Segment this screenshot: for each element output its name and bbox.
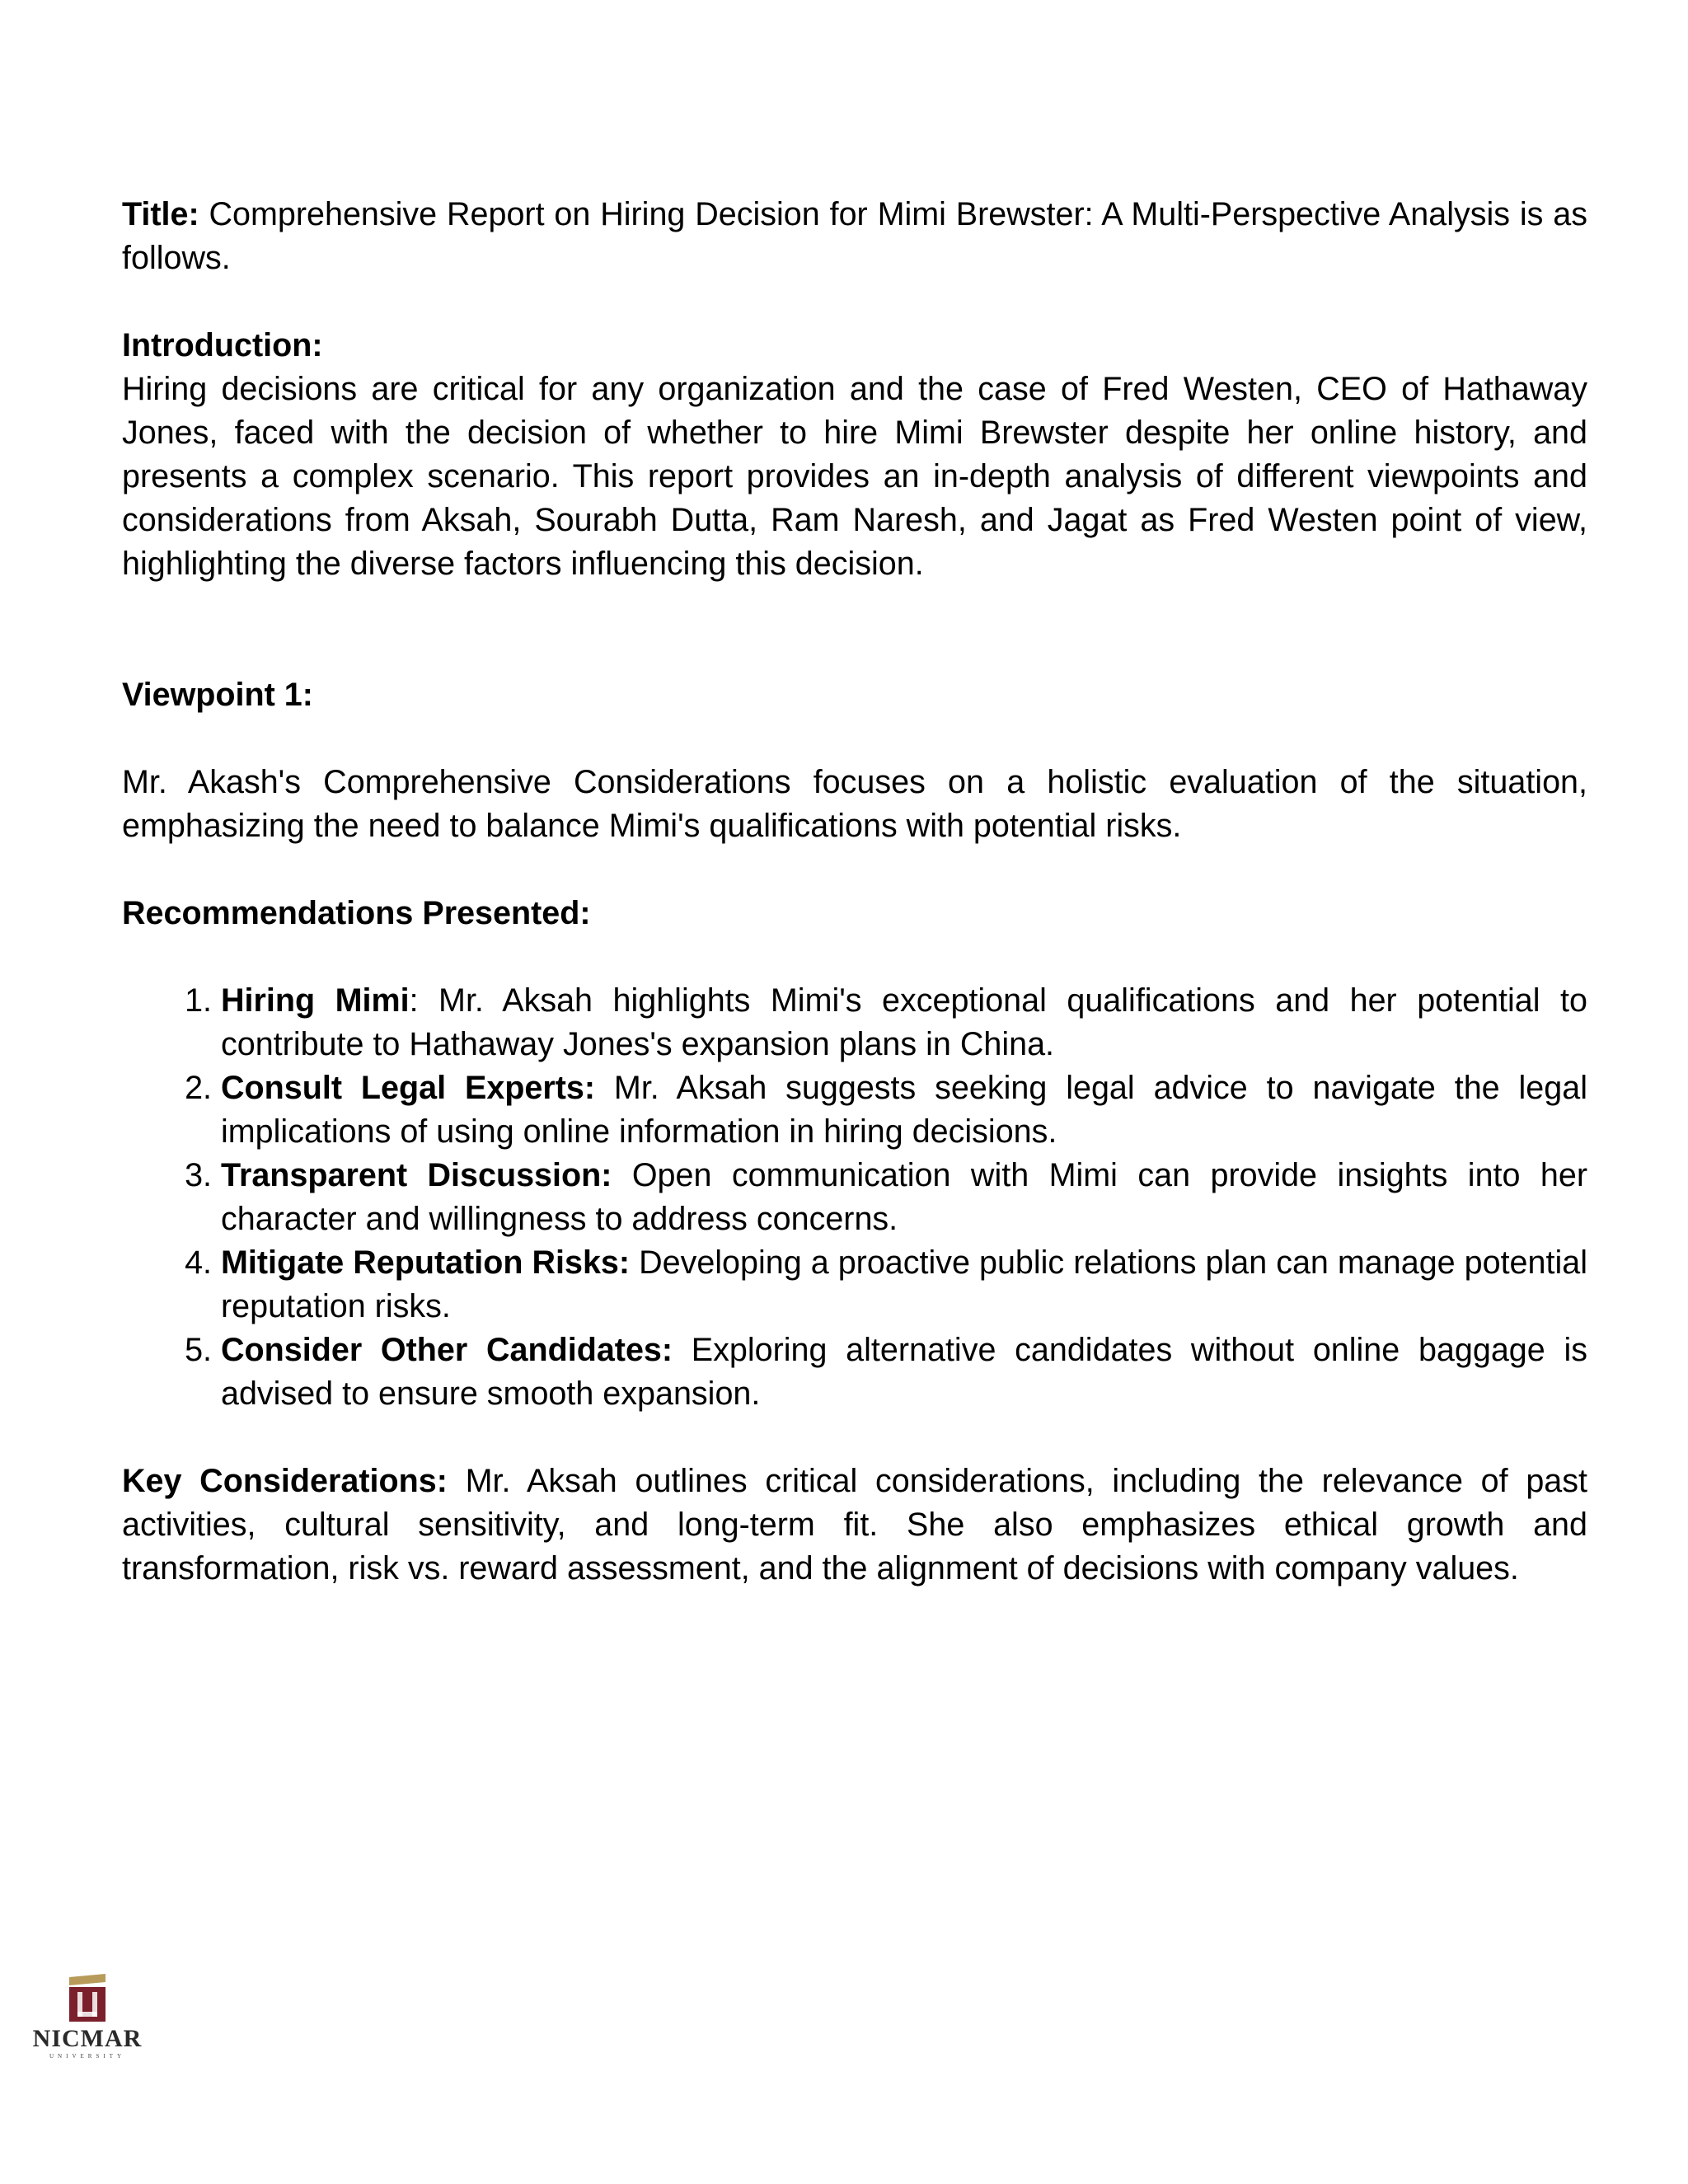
recommendation-label: Transparent Discussion:: [221, 1157, 612, 1193]
viewpoint-1-body: Mr. Akash's Comprehensive Considerations focuses on a holistic evaluation of the situation, emphasizing the need to balance Mimi's qualifications with potential risks.: [122, 764, 1587, 844]
recommendation-text: : Mr. Aksah highlights Mimi's exceptional qualifications and her potential to contribute to Hathaway Jones's expansion plans in China.: [221, 982, 1587, 1062]
recommendation-label: Hiring Mimi: [221, 982, 410, 1019]
viewpoint-1-heading: Viewpoint 1:: [122, 677, 313, 713]
recommendation-label: Consult Legal Experts:: [221, 1070, 596, 1106]
key-considerations-label: Key Considerations:: [122, 1463, 448, 1499]
list-item: [221, 1154, 1587, 1241]
recommendation-text: Mr. Aksah suggests seeking legal advice to navigate the legal implications of using online information in hiring decisions.: [221, 1070, 1587, 1150]
list-item: [221, 1066, 1587, 1154]
nicmar-logo: [21, 1974, 153, 2064]
recommendations-heading: Recommendations Presented:: [122, 895, 591, 931]
recommendation-label: Mitigate Reputation Risks:: [221, 1244, 631, 1281]
recommendation-text: Open communication with Mimi can provide insights into her character and willingness to address concerns.: [221, 1157, 1587, 1237]
logo-name: NICMAR: [32, 2025, 143, 2052]
recommendation-text: Developing a proactive public relations plan can manage potential reputation risks.: [221, 1244, 1587, 1324]
list-item: [221, 979, 1587, 1066]
title-label: Title:: [122, 196, 199, 232]
key-considerations: [122, 1460, 1587, 1591]
recommendation-text: Exploring alternative candidates without online baggage is advised to ensure smooth expansion.: [221, 1332, 1587, 1412]
list-item: [221, 1329, 1587, 1416]
title-text: Comprehensive Report on Hiring Decision for Mimi Brewster: A Multi-Perspective Analysis is as follows.: [122, 196, 1587, 276]
nicmar-emblem-icon: [21, 1974, 153, 2025]
introduction-body: Hiring decisions are critical for any organization and the case of Fred Westen, CEO of Hathaway Jones, faced with the decision of whether to hire Mimi Brewster despite her online history, and presents a complex scenario. This report provides an in-depth analysis of different viewpoints and considerations from Aksah, Sourabh Dutta, Ram Naresh, and Jagat as Fred Westen point of view, highlighting the diverse factors influencing this decision.: [122, 371, 1587, 582]
key-considerations-text: Mr. Aksah outlines critical considerations, including the relevance of past activities, cultural sensitivity, and long-term fit. She also emphasizes ethical growth and transformation, risk vs. reward assessment, and the alignment of decisions with company values.: [122, 1463, 1587, 1586]
recommendations-list: [122, 979, 1587, 1416]
recommendation-label: Consider Other Candidates:: [221, 1332, 673, 1368]
report-title: [122, 193, 1587, 280]
logo-subtitle: UNIVERSITY: [49, 2053, 125, 2060]
list-item: [221, 1241, 1587, 1329]
introduction-heading: Introduction:: [122, 327, 323, 363]
document-page: [122, 193, 1587, 1591]
